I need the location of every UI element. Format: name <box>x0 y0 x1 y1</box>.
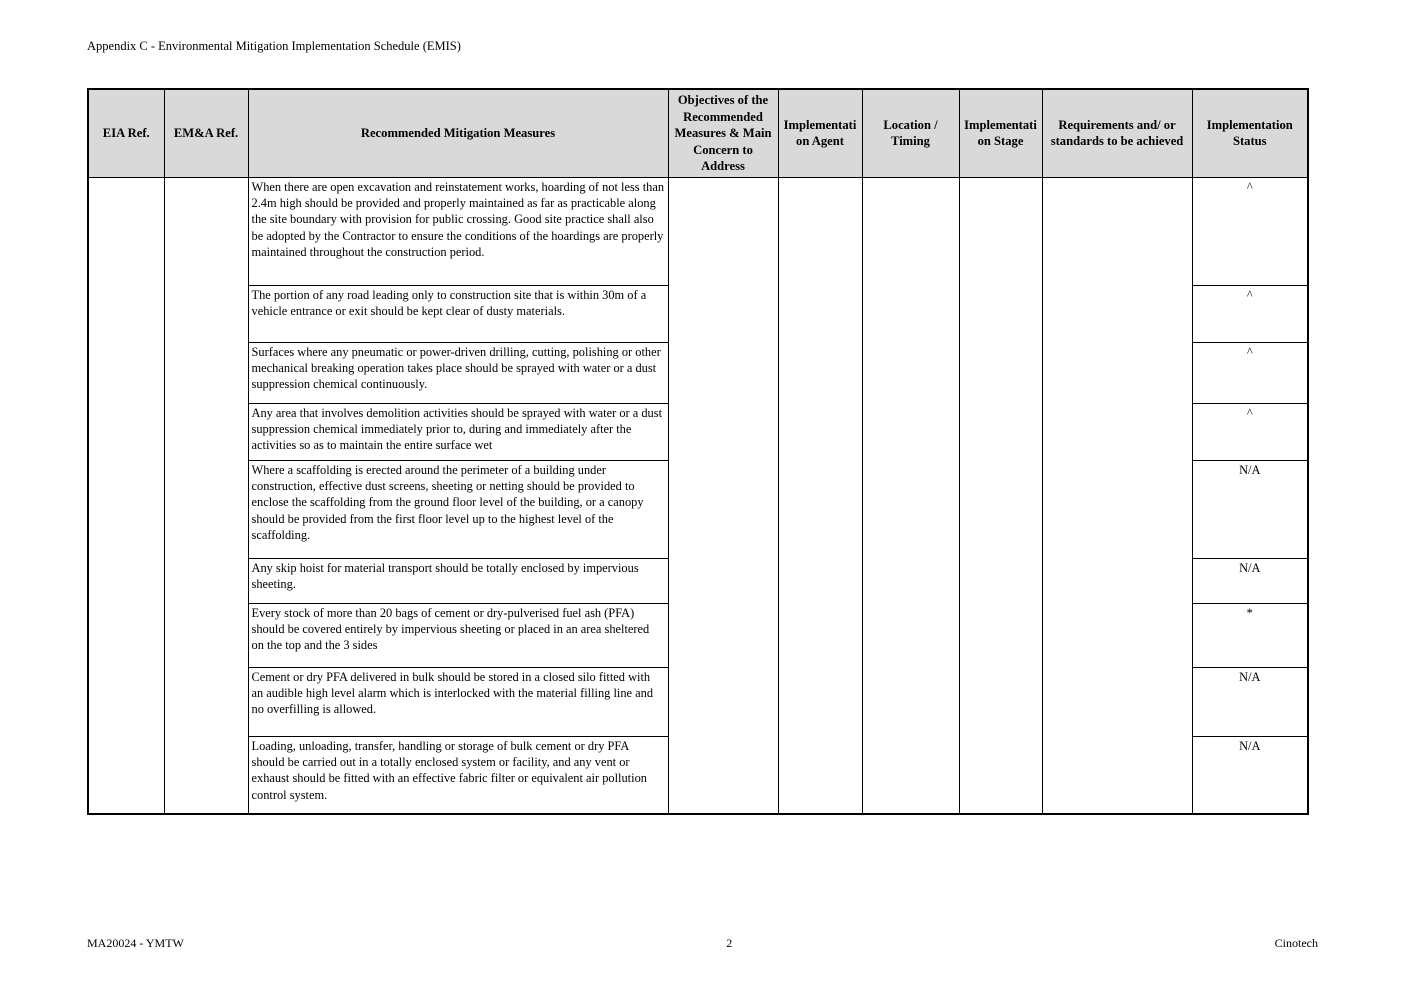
header-requirements-standards: Requirements and/ or standards to be achieved <box>1042 89 1192 177</box>
measure-text: When there are open excavation and reinstatement works, hoarding of not less than 2.4m high should be provided and properly maintained as far as practicable along the site boundary with provision for public crossing. Good site practice shall also be adopted by the Contractor to ensure the conditions of the hoardings are properly maintained throughout the construction period. <box>249 178 668 286</box>
status-value: ^ <box>1193 404 1308 461</box>
measure-text: Every stock of more than 20 bags of cement or dry-pulverised fuel ash (PFA) should be covered entirely by impervious sheeting or placed in an area sheltered on the top and the 3 sides <box>249 604 668 668</box>
status-value: ^ <box>1193 178 1308 286</box>
cell-requirements-empty <box>1042 177 1192 814</box>
header-implementation-status: Implementation Status <box>1192 89 1308 177</box>
status-value: N/A <box>1193 461 1308 559</box>
status-value: ^ <box>1193 286 1308 343</box>
emis-table <box>87 88 1309 815</box>
cell-location-timing-empty <box>862 177 959 814</box>
header-location-timing: Location / Timing <box>862 89 959 177</box>
cell-implementation-status <box>1192 177 1308 814</box>
measure-text: Cement or dry PFA delivered in bulk should be stored in a closed silo fitted with an audible high level alarm which is interlocked with the material filling line and no overfilling is allowed. <box>249 668 668 737</box>
status-value: N/A <box>1239 738 1261 753</box>
page-footer <box>87 936 1318 951</box>
cell-mitigation-measures <box>248 177 668 814</box>
cell-ema-ref-empty <box>164 177 248 814</box>
cell-implementation-agent-empty <box>778 177 862 814</box>
cell-objectives-empty <box>668 177 778 814</box>
measure-text: The portion of any road leading only to construction site that is within 30m of a vehicle entrance or exit should be kept clear of dusty materials. <box>249 286 668 343</box>
cell-eia-ref-empty <box>88 177 164 814</box>
table-body-row <box>88 177 1308 814</box>
table-header-row <box>88 89 1308 177</box>
footer-page-number: 2 <box>726 936 733 950</box>
status-value: * <box>1193 604 1308 668</box>
header-implementation-stage: Implementation Stage <box>959 89 1042 177</box>
measure-text: Where a scaffolding is erected around the perimeter of a building under construction, effective dust screens, sheeting or netting should be provided to enclose the scaffolding from the ground floor level of the building, or a canopy should be provided from the first floor level up to the highest level of the scaffolding. <box>249 461 668 559</box>
measure-text: Surfaces where any pneumatic or power-driven drilling, cutting, polishing or other mechanical breaking operation takes place should be sprayed with water or a dust suppression chemical continuously. <box>249 343 668 404</box>
status-value: N/A <box>1193 668 1308 737</box>
footer-company: Cinotech <box>1274 936 1318 950</box>
cell-implementation-stage-empty <box>959 177 1042 814</box>
header-ema-ref: EM&A Ref. <box>164 89 248 177</box>
measure-text: Any area that involves demolition activities should be sprayed with water or a dust suppression chemical immediately prior to, during and immediately after the activities so as to maintain the entire surface wet <box>249 404 668 461</box>
page-title: Appendix C - Environmental Mitigation Implementation Schedule (EMIS) <box>87 39 461 53</box>
header-recommended-mitigation-measures: Recommended Mitigation Measures <box>248 89 668 177</box>
header-objectives: Objectives of the Recommended Measures & Main Concern to Address <box>668 89 778 177</box>
header-eia-ref: EIA Ref. <box>88 89 164 177</box>
footer-project-ref: MA20024 - YMTW <box>87 936 184 950</box>
header-implementation-agent: Implementation Agent <box>778 89 862 177</box>
measure-text: Loading, unloading, transfer, handling or storage of bulk cement or dry PFA should be carried out in a totally enclosed system or facility, and any vent or exhaust should be fitted with an effective fabric filter or equivalent air pollution control system. <box>251 738 647 802</box>
status-value: ^ <box>1193 343 1308 404</box>
measure-text: Any skip hoist for material transport should be totally enclosed by impervious sheeting. <box>249 559 668 604</box>
status-value: N/A <box>1193 559 1308 604</box>
